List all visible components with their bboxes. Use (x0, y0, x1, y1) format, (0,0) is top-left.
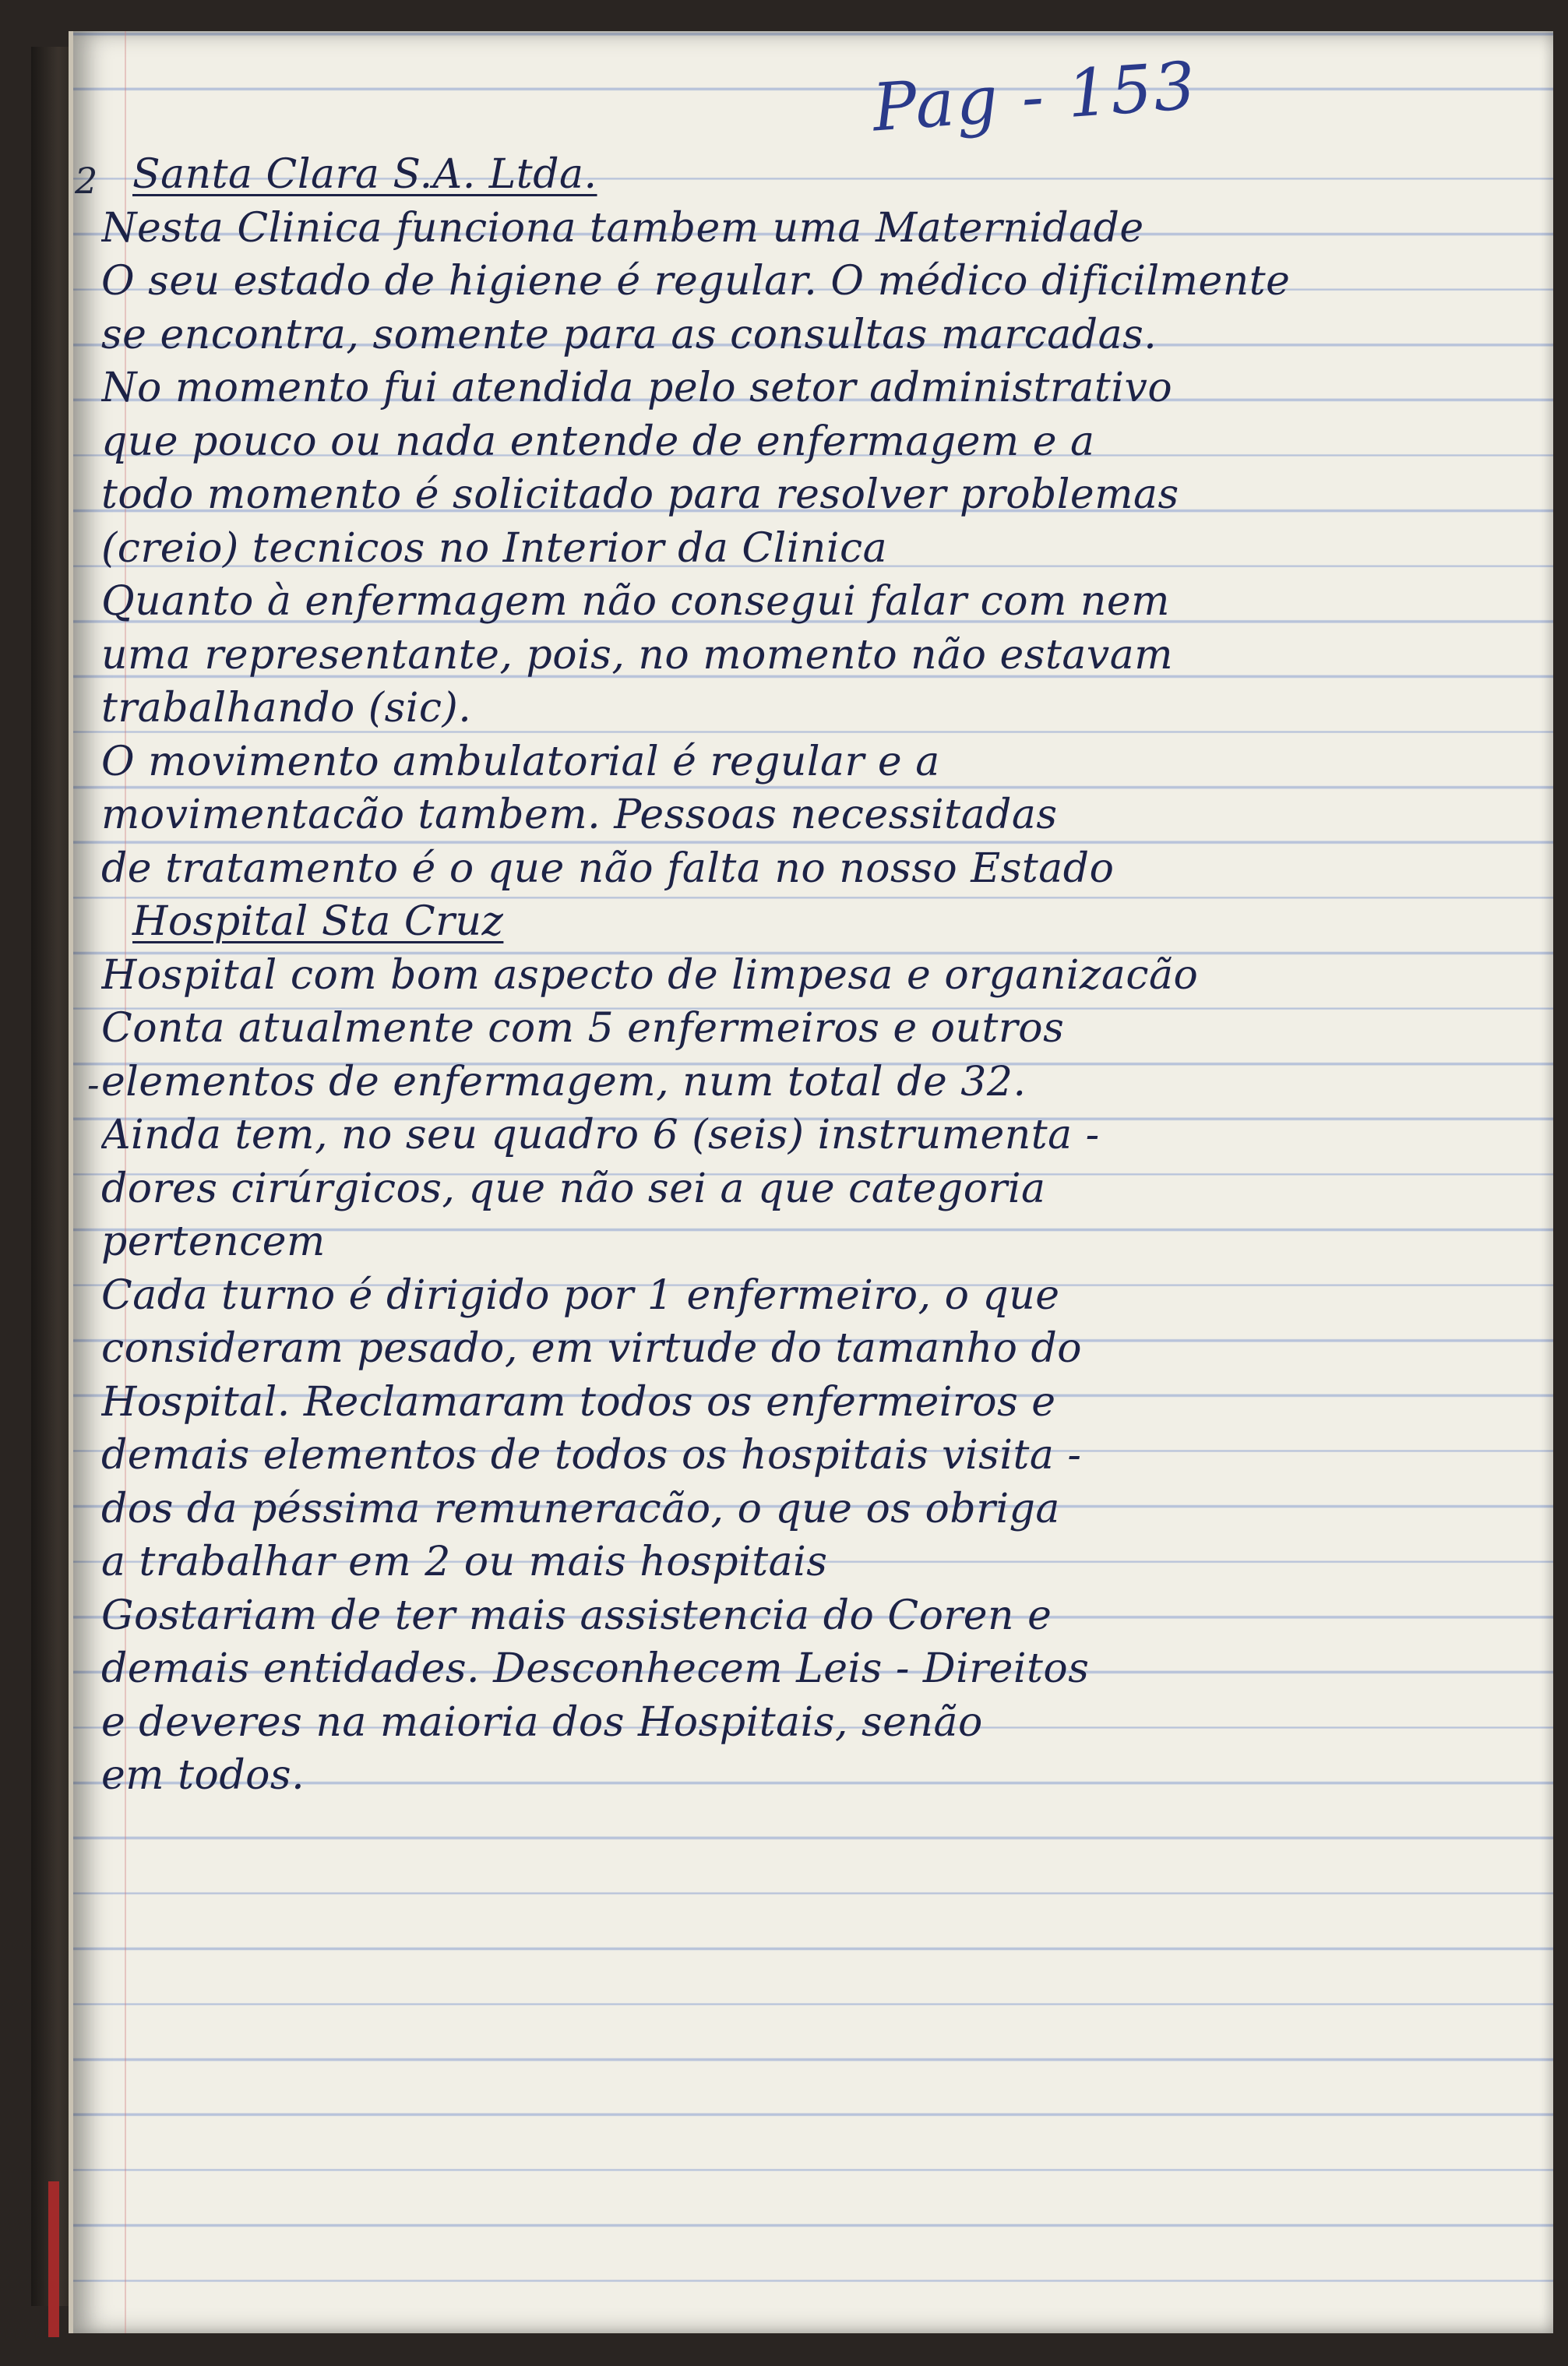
text-line: demais entidades. Desconhecem Leis - Direitos (101, 1645, 1090, 1692)
text-line: (creio) tecnicos no Interior da Clinica (101, 524, 888, 572)
text-line: dos da péssima remuneracão, o que os obriga (101, 1485, 1060, 1532)
text-line: Quanto à enfermagem não consegui falar com nem (101, 578, 1170, 625)
text-line: e deveres na maioria dos Hospitais, senão (101, 1698, 983, 1746)
text-line: Ainda tem, no seu quadro 6 (seis) instrumenta - (101, 1112, 1100, 1158)
bookmark-ribbon (48, 2181, 59, 2337)
text-line: Hospital. Reclamaram todos os enfermeiros e (101, 1378, 1056, 1426)
text-line: consideram pesado, em virtude do tamanho do (101, 1325, 1083, 1372)
text-line: que pouco ou nada entende de enfermagem e a (101, 418, 1095, 465)
text-line: se encontra, somente para as consultas marcadas. (101, 311, 1158, 358)
text-line: em todos. (101, 1752, 305, 1799)
text-line: O movimento ambulatorial é regular e a (101, 738, 940, 785)
text-line: Conta atualmente com 5 enfermeiros e outros (101, 1005, 1065, 1052)
text-line: todo momento é solicitado para resolver problemas (101, 471, 1179, 518)
text-line: trabalhando (sic). (101, 685, 472, 732)
text-line: de tratamento é o que não falta no nosso Estado (101, 844, 1115, 892)
handwritten-text (101, 148, 1519, 1803)
margin-mark-section2: - (87, 1063, 100, 1105)
text-line: Nesta Clinica funciona tambem uma Maternidade (101, 204, 1144, 252)
text-line: O seu estado de higiene é regular. O médico dificilmente (101, 258, 1291, 305)
text-line: Hospital com bom aspecto de limpesa e organizacão (101, 951, 1199, 999)
text-line: demais elementos de todos os hospitais visita - (101, 1432, 1082, 1479)
text-line: pertencem (101, 1218, 326, 1265)
text-line: Gostariam de ter mais assistencia do Coren e (101, 1592, 1052, 1639)
text-line: movimentacão tambem. Pessoas necessitadas (101, 792, 1058, 838)
page-number: Pag - 153 (870, 47, 1200, 146)
text-line: dores cirúrgicos, que não sei a que categoria (101, 1165, 1046, 1212)
section-heading-santa-clara: Santa Clara S.A. Ltda. (132, 151, 597, 198)
margin-mark-section1: 2 (75, 160, 98, 202)
section-heading-hospital-sta-cruz: Hospital Sta Cruz (132, 898, 504, 945)
text-line: elementos de enfermagem, num total de 32. (101, 1058, 1027, 1105)
text-line: uma representante, pois, no momento não estavam (101, 631, 1174, 679)
text-line: No momento fui atendida pelo setor administrativo (101, 365, 1173, 411)
text-line: a trabalhar em 2 ou mais hospitais (101, 1539, 828, 1585)
text-line: Cada turno é dirigido por 1 enfermeiro, o que (101, 1271, 1060, 1319)
